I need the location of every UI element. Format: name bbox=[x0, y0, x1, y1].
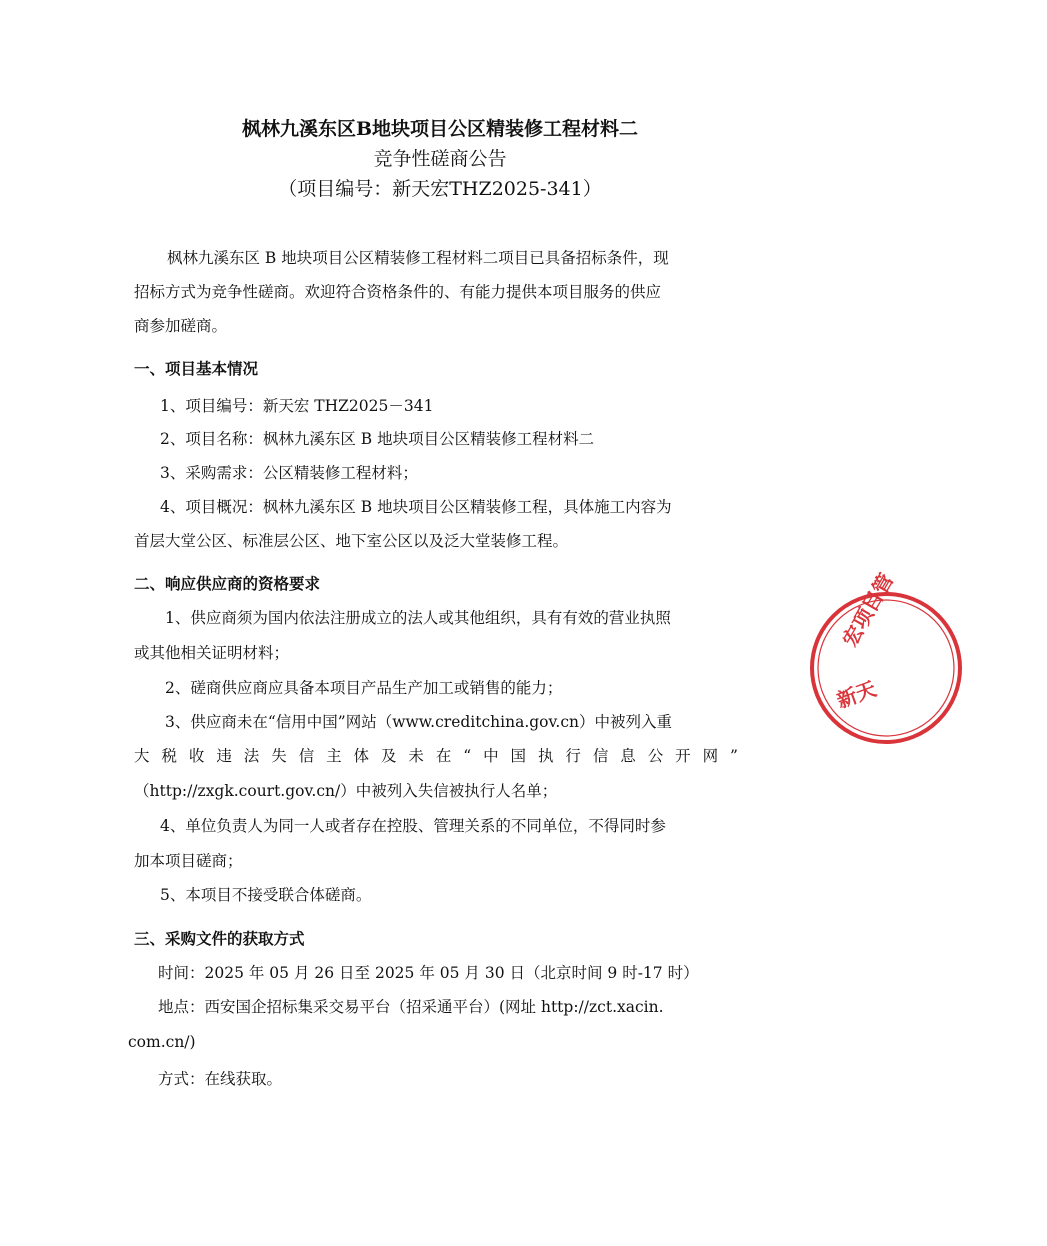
info-line: 时间：2025 年 05 月 26 日至 2025 年 05 月 30 日（北京时间 9 时-17 时） bbox=[158, 964, 699, 982]
intro-line: 商参加磋商。 bbox=[134, 317, 228, 335]
justified-char: 法 bbox=[243, 747, 260, 765]
document-title: 枫林九溪东区B地块项目公区精装修工程材料二 bbox=[241, 118, 639, 140]
justified-char: 公 bbox=[647, 747, 664, 765]
justified-char: 未 bbox=[408, 747, 424, 765]
seal-inner-ring bbox=[818, 600, 954, 736]
list-item: 2、项目名称：枫林九溪东区 B 地块项目公区精装修工程材料二 bbox=[160, 430, 595, 448]
list-item: 4、项目概况：枫林九溪东区 B 地块项目公区精装修工程，具体施工内容为 bbox=[160, 498, 672, 516]
company-seal bbox=[806, 569, 966, 748]
info-line: com.cn/) bbox=[128, 1033, 196, 1051]
list-item: 首层大堂公区、标准层公区、地下室公区以及泛大堂装修工程。 bbox=[134, 532, 569, 550]
justified-char: 违 bbox=[216, 747, 232, 765]
intro-line: 枫林九溪东区 B 地块项目公区精装修工程材料二项目已具备招标条件，现 bbox=[167, 249, 669, 267]
list-item: 2、磋商供应商应具备本项目产品生产加工或销售的能力； bbox=[165, 679, 563, 697]
justified-char: 国 bbox=[510, 747, 527, 765]
list-item: 加本项目磋商； bbox=[134, 852, 243, 870]
section-heading: 三、采购文件的获取方式 bbox=[134, 929, 305, 948]
justified-char: 在 bbox=[435, 747, 452, 765]
list-item: 或其他相关证明材料； bbox=[134, 644, 290, 662]
justified-char: 大 bbox=[134, 747, 150, 765]
list-item: 3、采购需求：公区精装修工程材料； bbox=[160, 464, 418, 482]
seal-text: 宏项目管 bbox=[837, 569, 899, 651]
project-number: （项目编号：新天宏THZ2025-341） bbox=[278, 178, 602, 200]
list-item: 1、项目编号：新天宏 THZ2025－341 bbox=[160, 397, 434, 415]
justified-char: 信 bbox=[298, 747, 315, 765]
justified-line bbox=[134, 744, 738, 768]
section-heading: 二、响应供应商的资格要求 bbox=[134, 574, 321, 593]
justified-char: 网 bbox=[702, 747, 719, 765]
list-item: 5、本项目不接受联合体磋商。 bbox=[160, 886, 372, 904]
info-line: 方式：在线获取。 bbox=[158, 1070, 283, 1088]
list-item: （http://zxgk.court.gov.cn/）中被列入失信被执行人名单； bbox=[134, 782, 558, 800]
justified-char: 开 bbox=[675, 747, 691, 765]
justified-char: 收 bbox=[188, 747, 205, 765]
section-heading: 一、项目基本情况 bbox=[134, 359, 259, 378]
justified-char: 失 bbox=[271, 747, 287, 765]
justified-char: 体 bbox=[353, 747, 370, 765]
list-item: 1、供应商须为国内依法注册成立的法人或其他组织，具有有效的营业执照 bbox=[165, 609, 671, 627]
list-item: 4、单位负责人为同一人或者存在控股、管理关系的不同单位，不得同时参 bbox=[160, 817, 666, 835]
justified-char: 行 bbox=[565, 747, 581, 765]
justified-char: 及 bbox=[380, 747, 397, 765]
intro-line: 招标方式为竞争性磋商。欢迎符合资格条件的、有能力提供本项目服务的供应 bbox=[134, 283, 662, 301]
list-item: 3、供应商未在“信用中国”网站（www.creditchina.gov.cn）中被列入重 bbox=[165, 713, 673, 731]
justified-char: “ bbox=[463, 747, 472, 765]
justified-char: 中 bbox=[483, 747, 499, 765]
seal-ring bbox=[812, 594, 960, 742]
justified-char: 税 bbox=[161, 747, 177, 765]
justified-char: 息 bbox=[620, 747, 636, 765]
seal-text: 新天 bbox=[833, 676, 880, 713]
document-subtitle: 竞争性磋商公告 bbox=[373, 148, 507, 170]
justified-char: 信 bbox=[592, 747, 609, 765]
justified-char: 执 bbox=[537, 747, 554, 765]
justified-char: ” bbox=[730, 747, 738, 765]
info-line: 地点：西安国企招标集采交易平台（招采通平台）(网址 http://zct.xacin. bbox=[158, 998, 664, 1016]
justified-char: 主 bbox=[326, 747, 342, 765]
